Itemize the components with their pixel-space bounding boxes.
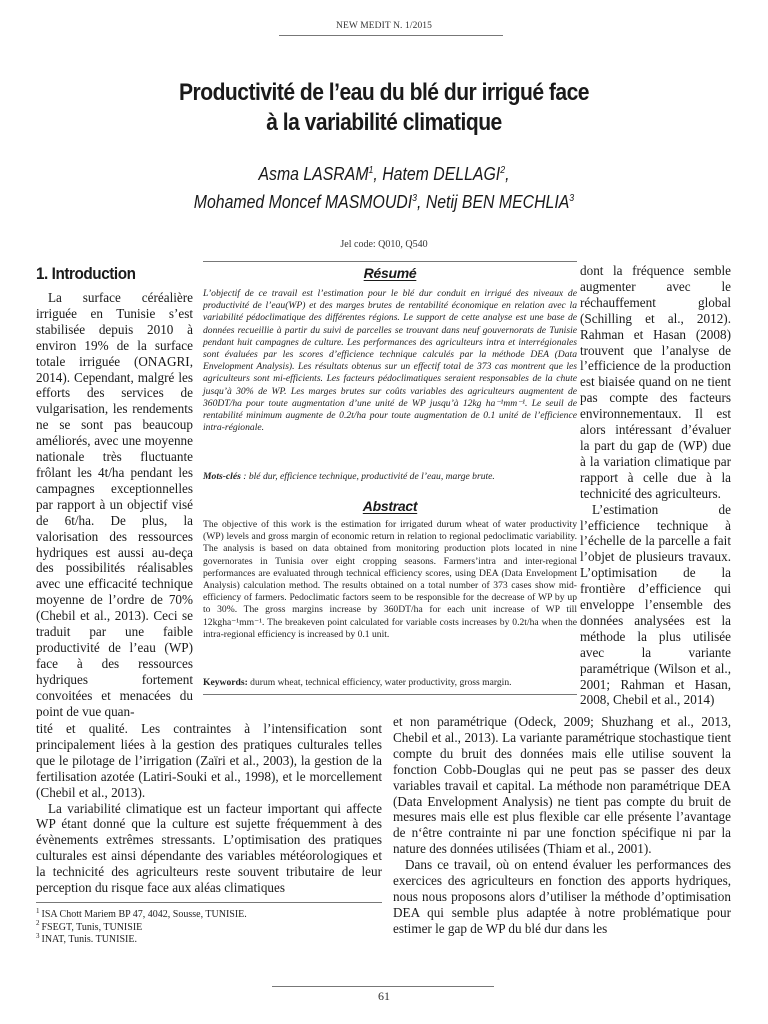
abstract-keywords xyxy=(203,677,577,689)
title-line-1: Productivité de l’eau du blé dur irrigué face xyxy=(178,79,589,106)
keywords-list: durum wheat, technical efficiency, water productivity, gross margin. xyxy=(247,677,512,688)
intro-right-column xyxy=(580,263,731,708)
author-name: Mohamed Moncef MASMOUDI$^3$ xyxy=(193,192,417,212)
footnote: $^2$ FSEGT, Tunis, TUNISIE xyxy=(36,919,143,933)
intro-left-column: La surface céréalière irriguée en Tunisie s’est stabilisée depuis 2010 à environ 19% de la surface totale irriguée (ONAGRI, 2014). Cependant, malgré les efforts des services de vulgarisation, les rendements ne se sont pas beaucoup améliorés, avec une moyenne nationale très fluctuante frôlant les 4t/ha pendant les campagnes exceptionnelles par rapport à un objectif visé de 6t/ha. De plus, la valorisation des ressources hydriques est aussi au-deça des possibilités réalisables avec une efficacité technique moyenne de l’ordre de 70% (Chebil et al., 2013). Ceci se traduit par une faible productivité de l’eau (WP) face à des ressources hydriques fortement convoitées et menacées du point de vue quan- xyxy=(36,290,193,719)
abstract-heading: Abstract xyxy=(362,498,418,514)
author-name: Netij BEN MECHLIA$^3$ xyxy=(425,192,575,212)
abstract-text: The objective of this work is the estimation for irrigated durum wheat of water productivity (WP) levels and gross margin of economic return in relation to regional pedoclimatic variability. The analysis is based on data obtained from monitoring production plots located in nine governorates in Tunisia over eight cropping seasons. Farmers’intra and inter-regional performances are evaluated through technical efficiency scores, using DEA (Data Envelopment Analysis) calculation method. The results obtained on a total number of 373 cases show mid-efficiency of farmers. Pedoclimatic factors seem to be responsible for the decrease of WP by up to 30%. The gross margins increase by 360DT/ha for each unit increase of WP till 12kgha⁻¹mm⁻¹. The breakeven point calculated for variable costs increases by 0.2t/ha when the intra-regional efficiency is increased by 0.1 unit. xyxy=(203,519,577,640)
jel-code: Jel code: Q010, Q540 xyxy=(340,239,428,250)
page-number: 61 xyxy=(378,989,390,1003)
abstract-box-bottom-rule xyxy=(203,694,577,695)
title-line-2: à la variabilité climatique xyxy=(266,109,502,136)
authors-line-1: Asma LASRAM$^1$, Hatem DELLAGI$^2$, xyxy=(258,164,510,184)
paragraph: La variabilité climatique est un facteur important qui affecte WP étant donné que la culture est sujette fréquemment à des évènements extrêmes stressants. L’optimisation des pratiques culturales est ainsi dépendante des variables météorologiques et la technicité des agriculteurs reste souvent tributaire de leur perception du risque face aux aléas climatiques xyxy=(36,800,382,896)
paragraph: et non paramétrique (Odeck, 2009; Shuzhang et al., 2013, Chebil et al., 2013). La variante paramétrique stochastique tient compte du bruit des données mais elle utilise souvent la fonction Cobb-Douglas qui ne peut pas se passer des deux variables travail et capital. La méthode non paramétrique DEA (Data Envelopment Analysis) ne tient pas compte du bruit de mesures mais elle est plus flexible car elle présente l’avantage de n‘être contrainte ni par une fonction spécifique ni par la nature des données utilisées (Thiam et al., 2001). xyxy=(393,714,731,857)
author-name: Asma LASRAM$^1$ xyxy=(258,164,374,184)
resume-heading: Résumé xyxy=(363,265,417,281)
running-header: NEW MEDIT N. 1/2015 xyxy=(335,21,432,31)
paragraph: Dans ce travail, où on entend évaluer les performances des exercices des agriculteurs en fonction des apports hydriques, nous nous proposons alors d’utiliser la méthode d’optimisation DEA qui semble plus adaptée à notre problématique pour estimer le gap de WP du blé dur dans les xyxy=(393,857,731,936)
header-rule xyxy=(279,35,503,36)
paragraph: L’estimation de l’efficience technique à l’échelle de la parcelle a fait l’objet de plusieurs travaux. L’optimisation de la frontière d’efficience qui enveloppe l’ensemble des données analysées est la méthode la plus utilisée avec la variante paramétrique (Wilson et al., 2001; Rahman et Hasan, 2008, Chebil et al., 2014) xyxy=(580,501,731,708)
resume-text: L’objectif de ce travail est l’estimation pour le blé dur conduit en irrigué des niveaux de productivité de l’eau(WP) et des marges brutes de rentabilité économique en relation avec la variabilité pédoclimatique des différentes régions. Le support de cette analyse est une base de données recueillie à partir du suivi de parcelles se trouvant dans neuf gouvernorats de Tunisie pendant huit campagnes de culture. Les performances des agriculteurs intra et interrégionales sont évaluées par les scores d’efficience technique calculés par la méthode DEA (Data Envelopment Analysis). Les résultats obtenus sur un effectif total de 373 cas montrent que les agriculteurs sont mi-efficients. Les facteurs pédoclimatiques seraient responsables de la chute jusqu’à 30% de WP. Les marges brutes sur coûts variables des agriculteurs augmentent de 360DT/ha pour toute augmentation d’une unité de WP jusqu’à 12kg ha⁻¹mm⁻¹. Le seuil de rentabilité minimum augmente de 0.2t/ha pour toute augmentation de 0.1 unité de l’efficience intra-régionale. xyxy=(203,288,577,434)
abstract-box-top-rule xyxy=(203,261,577,262)
paragraph: tité et qualité. Les contraintes à l’intensification sont principalement liées à la gestion des pratiques culturales telles que le pilotage de l’irrigation (Zaïri et al., 2003), la gestion de la fertilisation azotée (Latiri-Souki et al., 1998), et le morcellement (Chebil et al., 2013). xyxy=(36,721,382,800)
authors-line-2: Mohamed Moncef MASMOUDI$^3$, Netij BEN MECHLIA$^3$ xyxy=(193,192,575,212)
article-title xyxy=(54,78,714,138)
author-list xyxy=(46,160,722,216)
footnote: $^3$ INAT, Tunis. TUNISIE. xyxy=(36,931,137,945)
keywords-label: Keywords: xyxy=(203,677,248,688)
footnote-rule xyxy=(36,902,382,903)
paragraph: dont la fréquence semble augmenter avec le réchauffement global (Schilling et al., 2012). Rahman et Hasan (2008) trouvent que l’analyse de l’efficience de la production est biaisée quand on ne tient pas compte des facteurs environnementaux. Il est alors intéressant d’évaluer la part du gap de (WP) due à la variation climatique par rapport à celle due à la technicité des agriculteurs. xyxy=(580,263,731,501)
footer-rule xyxy=(272,986,494,987)
intro-right-wide xyxy=(393,714,731,937)
intro-left-wide xyxy=(36,721,382,896)
keywords-label: Mots-clés xyxy=(203,471,241,482)
keywords-list: : blé dur, efficience technique, productivité de l’eau, marge brute. xyxy=(240,471,495,482)
author-name: Hatem DELLAGI$^2$ xyxy=(382,164,506,184)
footnotes xyxy=(36,906,247,947)
resume-keywords xyxy=(203,471,577,483)
footnote: $^1$ ISA Chott Mariem BP 47, 4042, Sousse, TUNISIE. xyxy=(36,906,247,920)
section-heading-introduction: 1. Introduction xyxy=(36,264,136,283)
